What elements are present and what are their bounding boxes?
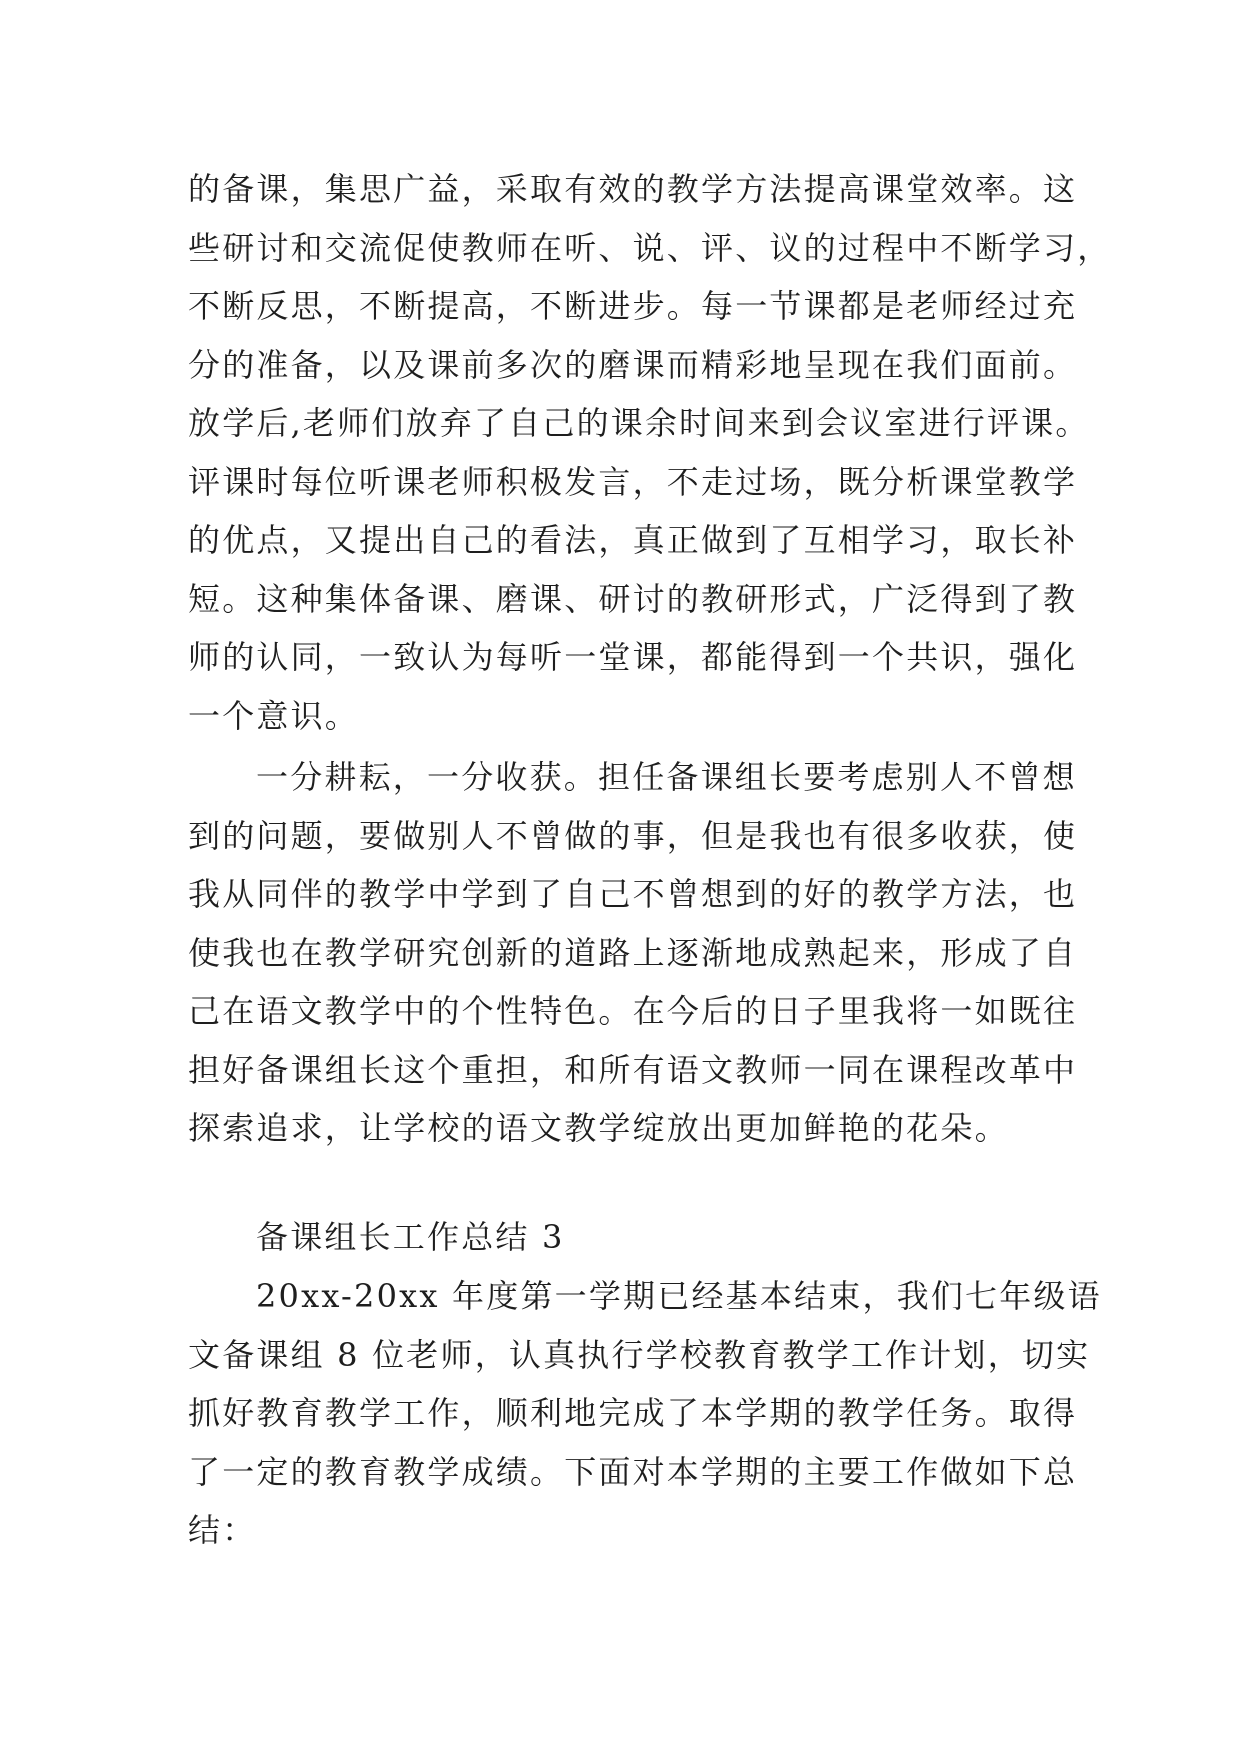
paragraph-line: 担好备课组长这个重担，和所有语文教师一同在课程改革中	[188, 1050, 1078, 1089]
paragraph-line: 探索追求，让学校的语文教学绽放出更加鲜艳的花朵。	[188, 1109, 1009, 1147]
paragraph-line: 文备课组 8 位老师，认真执行学校教育教学工作计划，切实	[188, 1335, 1091, 1374]
paragraph-continued	[188, 160, 1112, 745]
paragraph-line: 使我也在教学研究创新的道路上逐渐地成熟起来，形成了自	[188, 933, 1078, 972]
paragraph-line: 一个意识。	[188, 696, 360, 735]
paragraph-line: 评课时每位听课老师积极发言，不走过场，既分析课堂教学	[188, 462, 1078, 501]
paragraph-first-line: 一分耕耘，一分收获。担任备课组长要考虑别人不曾想	[256, 758, 1077, 796]
paragraph-line: 抓好教育教学工作，顺利地完成了本学期的教学任务。取得	[188, 1394, 1078, 1432]
paragraph-line: 分的准备，以及课前多次的磨课而精彩地呈现在我们面前。	[188, 345, 1078, 384]
paragraph-line: 结：	[188, 1511, 257, 1549]
paragraph-line: 些研讨和交流促使教师在听、说、评、议的过程中不断学习，	[188, 228, 1112, 267]
paragraph-line: 到的问题，要做别人不曾做的事，但是我也有很多收获，使	[188, 816, 1078, 855]
paragraph-first-line: 20xx-20xx 年度第一学期已经基本结束，我们七年级语	[256, 1277, 1102, 1315]
paragraph-line: 短。这种集体备课、磨课、研讨的教研形式，广泛得到了教	[188, 579, 1078, 618]
section-heading-text: 备课组长工作总结 3	[256, 1218, 565, 1256]
paragraph-line: 我从同伴的教学中学到了自己不曾想到的好的教学方法，也	[188, 875, 1078, 913]
paragraph-line: 己在语文教学中的个性特色。在今后的日子里我将一如既往	[188, 992, 1078, 1030]
paragraph-harvest	[188, 748, 1078, 1158]
paragraph-line: 的优点，又提出自己的看法，真正做到了互相学习，取长补	[188, 521, 1078, 559]
paragraph-line: 的备课，集思广益，采取有效的教学方法提高课堂效率。这	[188, 170, 1078, 208]
paragraph-line: 师的认同，一致认为每听一堂课，都能得到一个共识，强化	[188, 638, 1078, 676]
paragraph-line: 了一定的教育教学成绩。下面对本学期的主要工作做如下总	[188, 1452, 1078, 1491]
paragraph-line: 放学后,老师们放弃了自己的课余时间来到会议室进行评课。	[188, 404, 1090, 442]
paragraph-line: 不断反思，不断提高，不断进步。每一节课都是老师经过充	[188, 287, 1078, 325]
paragraph-summary-intro	[188, 1267, 1102, 1560]
section-heading	[188, 1208, 1068, 1267]
